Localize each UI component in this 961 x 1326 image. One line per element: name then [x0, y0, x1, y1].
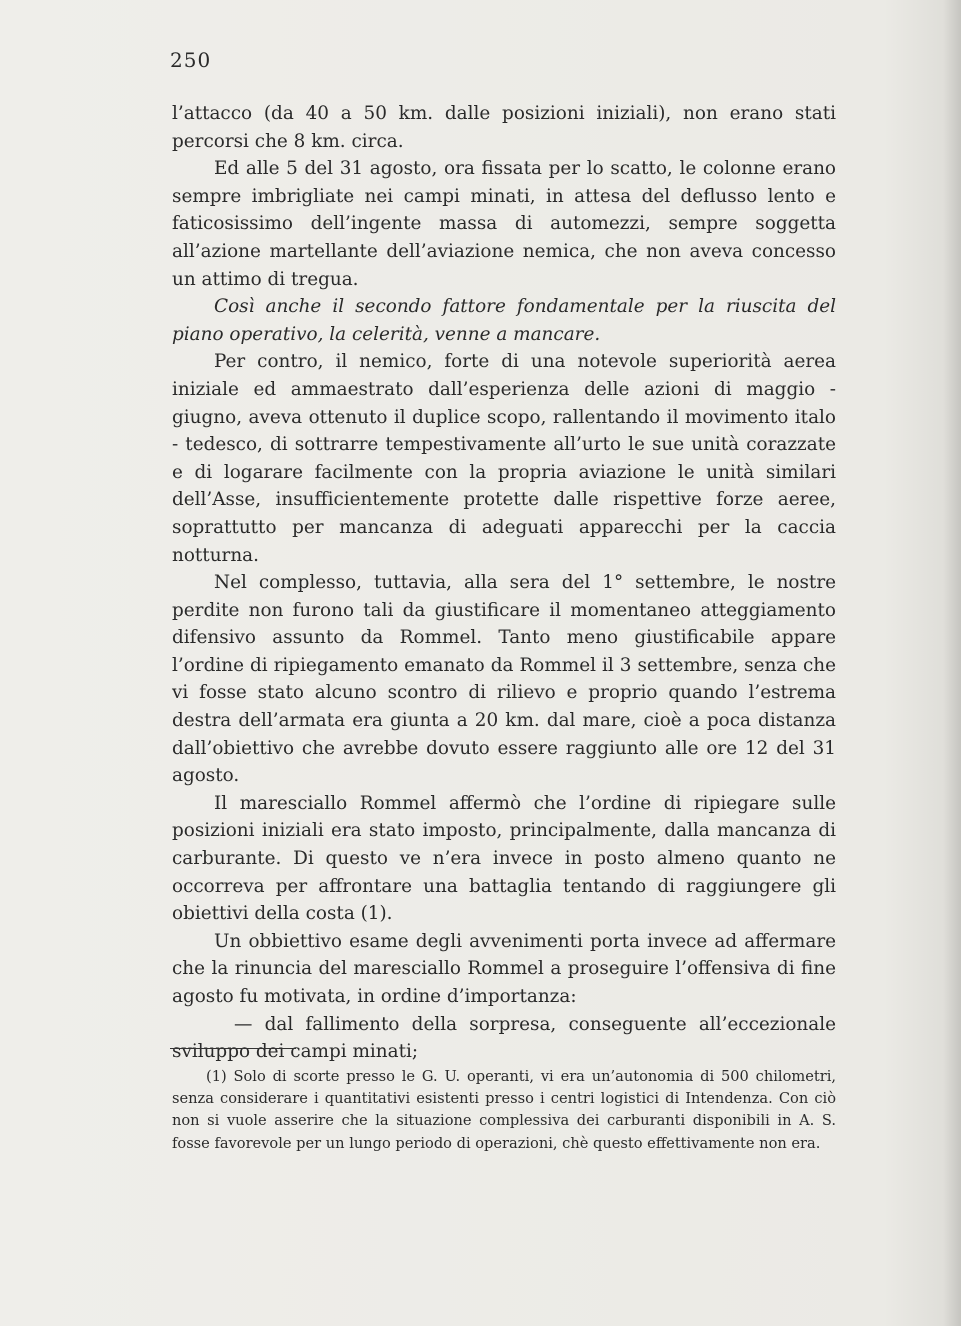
- paragraph: Per contro, il nemico, forte di una notevole superiorità aerea iniziale ed ammaestrato dall’esperienza delle azioni di maggio - giugno, aveva ottenuto il duplice scopo, rallentando il movimento italo - tedesco, di sottrarre tempestivamente all’urto le sue unità corazzate e di logarare facilmente con la propria aviazione le unità similari dell’Asse, insufficientemente protette dalle rispettive forze aeree, soprattutto per mancanza di adeguati apparecchi per la caccia notturna.: [172, 351, 836, 566]
- paragraph: Ed alle 5 del 31 agosto, ora fissata per lo scatto, le colonne erano sempre imbrigliate nei campi minati, in attesa del deflusso lento e faticosissimo dell’ingente massa di automezzi, sempre soggetta all’azione martellante dell’aviazione nemica, che non aveva concesso un attimo di tregua.: [172, 158, 836, 290]
- paragraph: Nel complesso, tuttavia, alla sera del 1° settembre, le nostre perdite non furono tali da giustificare il momentaneo atteggiamento difensivo assunto da Rommel. Tanto meno giustificabile appare l’ordine di ripiegamento emanato da Rommel il 3 settembre, senza che vi fosse stato alcuno scontro di rilievo e proprio quando l’estrema destra dell’armata era giunta a 20 km. dal mare, cioè a poca distanza dall’obiettivo che avrebbe dovuto essere raggiunto alle ore 12 del 31 agosto.: [172, 572, 836, 787]
- footnote-divider: [170, 1048, 296, 1049]
- paragraph-continuation: l’attacco (da 40 a 50 km. dalle posizioni iniziali), non erano stati percorsi che 8 km. circa.: [172, 103, 836, 152]
- paragraph-list-item: — dal fallimento della sorpresa, conseguente all’eccezionale sviluppo dei campi minati;: [172, 1013, 836, 1063]
- paragraph-italic: Così anche il secondo fattore fondamentale per la riuscita del piano operativo, la celerità, venne a mancare.: [172, 296, 836, 345]
- footnote: (1) Solo di scorte presso le G. U. operanti, vi era un’autonomia di 500 chilometri, senza considerare i quantitativi esistenti presso i centri logistici di Intendenza. Con ciò non si vuole asserire che la situazione complessiva dei carburanti disponibili in A. S. fosse favorevole per un lungo periodo di operazioni, chè questo effettivamente non era.: [172, 1068, 836, 1152]
- page-edge-shadow: [943, 0, 961, 1326]
- paragraph: Il maresciallo Rommel affermò che l’ordine di ripiegare sulle posizioni iniziali era stato imposto, principalmente, dalla mancanza di carburante. Di questo ve n’era invece in posto almeno quanto ne occorreva per affrontare una battaglia tentando di raggiungere gli obiettivi della costa (1).: [172, 792, 836, 925]
- page-number: 250: [170, 48, 212, 72]
- body-text: [172, 100, 836, 1066]
- paragraph: Un obbiettivo esame degli avvenimenti porta invece ad affermare che la rinuncia del maresciallo Rommel a proseguire l’offensiva di fine agosto fu motivata, in ordine d’importanza:: [172, 930, 836, 1007]
